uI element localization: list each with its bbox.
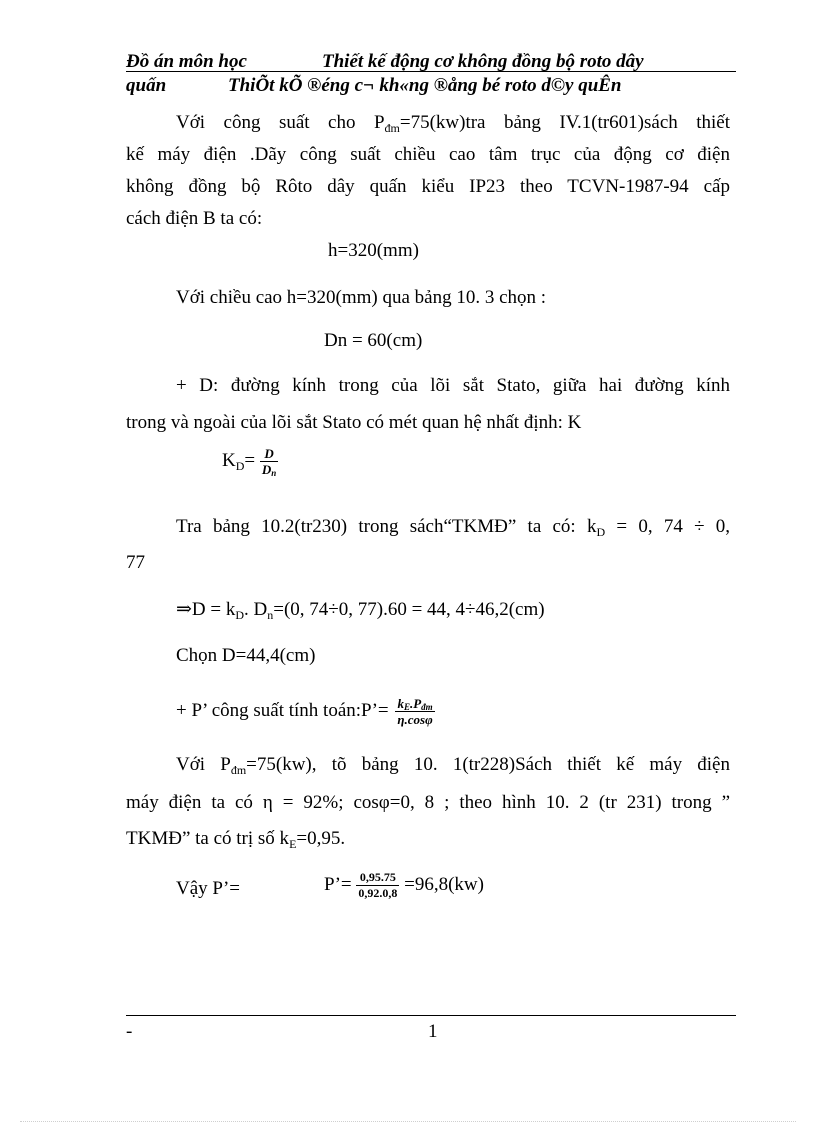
equation-d: ⇒D = $k_D$. $D_n=(0$, 74÷0, 77).60 = 44, 4÷46,2(cm): [176, 599, 545, 622]
p2-line: Với chiều cao h=320(mm) qua bảng 10. 3 chọn :: [176, 287, 547, 308]
choose-d: Chọn D=44,4(cm): [176, 645, 316, 666]
kd-formula: $K_D=$ $\frac{D}{D_n}$: [222, 446, 277, 478]
p3-line1: + D: đường kính trong của lõi sắt Stato, giữa hai đường kính: [176, 375, 730, 396]
p1-line2: kế máy điện .Dãy công suất chiều cao tâm trục của động cơ điện: [126, 144, 730, 165]
header-rule: [126, 71, 736, 72]
p1-line1: Với công suất cho $P_{đm}=75(kw)tra$ bảng IV.1(tr601)sách thiết: [176, 112, 731, 135]
p6-line1: Với $P_{đm}=75(kw)$, tõ bảng 10. 1(tr228)Sách thiết kế máy điện: [176, 754, 730, 777]
p5-line: + P’ công suất tính toán:P’= $\frac{k_E.P_{đm}}{\eta.\cos\varphi}$: [176, 696, 433, 727]
footer-rule: [126, 1015, 736, 1016]
p4-line2: 77: [126, 552, 145, 573]
page-number: 1: [428, 1021, 438, 1042]
header-right-line2: ThiÕt kÕ ®éng c¬ kh«ng ®ång bé roto d©y quÊn: [228, 75, 622, 96]
equation-h: h=320(mm): [328, 240, 419, 261]
header-right-line1: Thiết kế động cơ không đồng bộ roto dây: [322, 51, 644, 72]
page-bottom-divider: [20, 1121, 796, 1122]
p1-line4: cách điện B ta có:: [126, 208, 263, 229]
p6-line2: máy điện ta có η = 92%; cosφ=0, 8 ; theo hình 10. 2 (tr 231) trong ”: [126, 792, 730, 813]
header-left-line1: Đồ án môn học: [126, 51, 247, 72]
equation-dn: Dn = 60(cm): [324, 330, 423, 351]
p6-line3: TKMĐ” ta có trị số $k_E=0,95$.: [126, 828, 346, 851]
result-fraction: $\frac{0,95.75}{0,92.0,8}$: [358, 870, 398, 900]
p4-line1: Tra bảng 10.2(tr230) trong sách“TKMĐ” ta có: $k_D = 0$, 74 ÷ 0,: [176, 516, 730, 539]
result-label: Vậy P’=: [176, 878, 241, 899]
result-formula: P’= $\frac{0,95.75}{0,92.0,8}$ =96,8(kw): [324, 870, 484, 900]
kd-fraction: $\frac{D}{D_n}$: [261, 446, 277, 478]
p3-line2: trong và ngoài của lõi sắt Stato có mét quan hệ nhất định: K: [126, 412, 582, 433]
footer-left-mark: -: [126, 1021, 133, 1042]
p1-line3: không đồng bộ Rôto dây quấn kiểu IP23 theo TCVN-1987-94 cấp: [126, 176, 730, 197]
header-left-line2: quấn: [126, 75, 167, 96]
p-prime-fraction: $\frac{k_E.P_{đm}}{\eta.\cos\varphi}$: [397, 696, 433, 727]
